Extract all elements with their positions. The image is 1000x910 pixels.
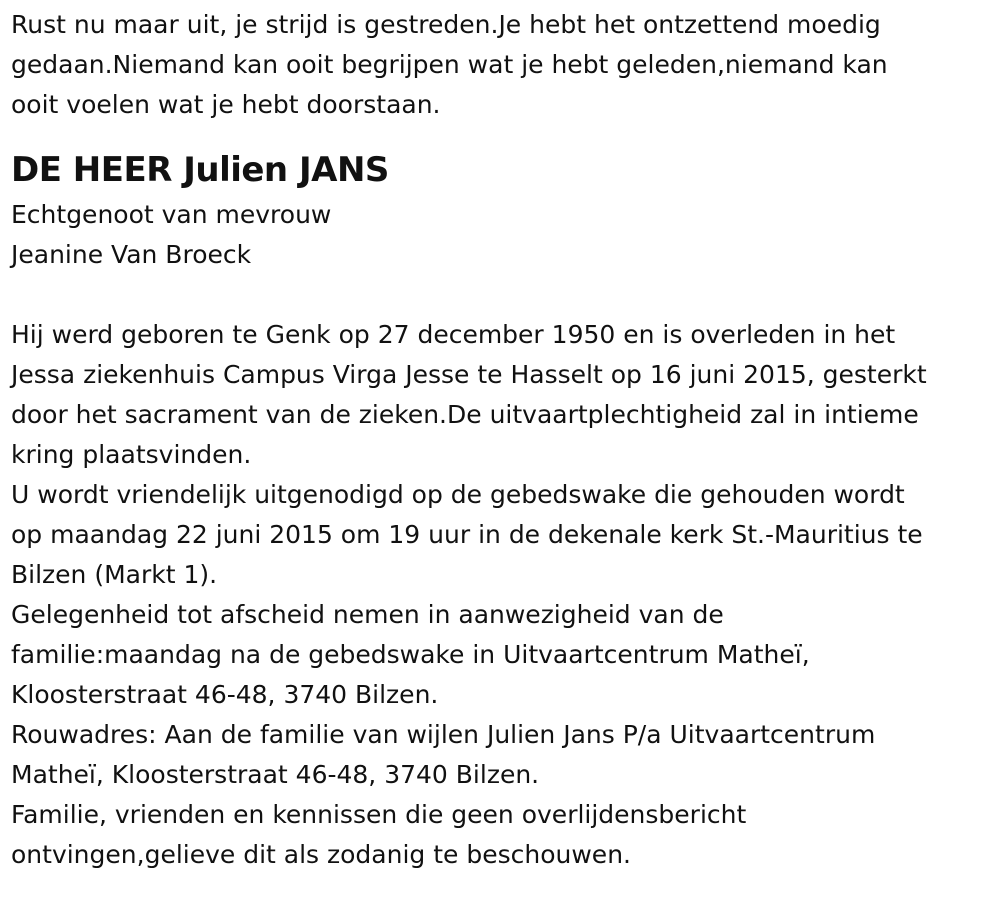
body-line: Rouwadres: Aan de familie van wijlen Julien Jans P/a Uitvaartcentrum — [11, 720, 876, 749]
intro-paragraph — [11, 5, 996, 125]
body-line: door het sacrament van de zieken.De uitvaartplechtigheid zal in intieme — [11, 400, 919, 429]
relation-line: Echtgenoot van mevrouw — [11, 200, 332, 229]
intro-line: Rust nu maar uit, je strijd is gestreden.Je hebt het ontzettend moedig — [11, 10, 881, 39]
body-line: U wordt vriendelijk uitgenodigd op de gebedswake die gehouden wordt — [11, 480, 905, 509]
body-line: Matheï, Kloosterstraat 46-48, 3740 Bilzen. — [11, 760, 540, 789]
body-line: Familie, vrienden en kennissen die geen overlijdensbericht — [11, 800, 747, 829]
body-line: Jessa ziekenhuis Campus Virga Jesse te Hasselt op 16 juni 2015, gesterkt — [11, 360, 927, 389]
body-line: Hij werd geboren te Genk op 27 december 1950 en is overleden in het — [11, 320, 896, 349]
body-paragraph — [11, 315, 996, 875]
relation-block — [11, 195, 996, 275]
intro-line: ooit voelen wat je hebt doorstaan. — [11, 90, 441, 119]
body-line: ontvingen,gelieve dit als zodanig te beschouwen. — [11, 840, 631, 869]
body-line: Kloosterstraat 46-48, 3740 Bilzen. — [11, 680, 439, 709]
obituary-document — [11, 0, 996, 875]
body-line: familie:maandag na de gebedswake in Uitvaartcentrum Matheï, — [11, 640, 810, 669]
relation-line: Jeanine Van Broeck — [11, 240, 252, 269]
body-line: Bilzen (Markt 1). — [11, 560, 218, 589]
deceased-name-heading: DE HEER Julien JANS — [11, 150, 389, 190]
intro-line: gedaan.Niemand kan ooit begrijpen wat je hebt geleden,niemand kan — [11, 50, 888, 79]
body-line: Gelegenheid tot afscheid nemen in aanwezigheid van de — [11, 600, 724, 629]
body-line: op maandag 22 juni 2015 om 19 uur in de dekenale kerk St.-Mauritius te — [11, 520, 923, 549]
body-line: kring plaatsvinden. — [11, 440, 252, 469]
